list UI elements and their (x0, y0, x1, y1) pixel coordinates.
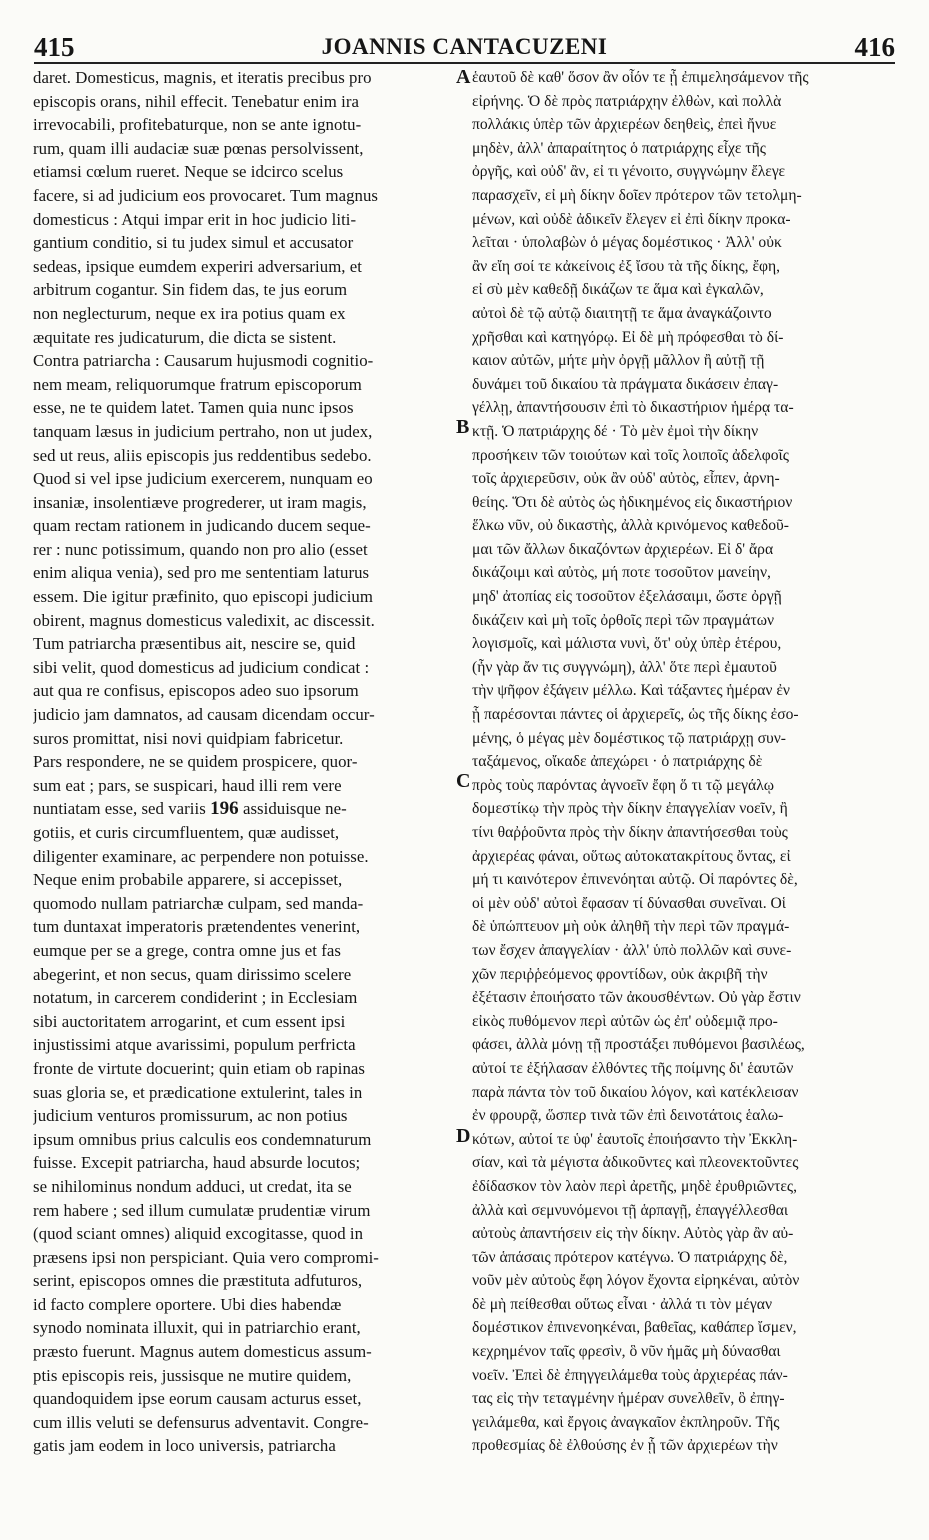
latin-text-segment: assiduisque ne- (242, 799, 347, 819)
latin-text-line: præsens ipsi non perspiciant. Quia vero compromi- (33, 1247, 379, 1267)
greek-text-line: σίαν, καὶ τὰ μέγιστα ἀδικοῦντες καὶ πλεονεκτοῦντες (472, 1154, 799, 1172)
greek-text-line: ἑαυτοῦ δὲ καθ' ὅσον ἂν οἷόν τε ᾖ ἐπιμελησάμενον τῆς (472, 69, 809, 86)
greek-text-line: δὲ ὑπώπτευον μὴ οὐκ ἀληθῆ τὴν περὶ τῶν πραγμά- (472, 918, 790, 936)
latin-text-line: sibi auctoritatem arrogarint, et cum essent ipsi (33, 1011, 346, 1031)
greek-text-line: κτῇ. Ὁ πατριάρχης δέ · Τὸ μὲν ἐμοὶ τὴν δίκην (472, 422, 759, 440)
greek-text-line: θείης. Ὅτι δὲ αὐτὸς ὡς ἠδικημένος εἰς δικαστήριον (472, 493, 793, 511)
greek-text-line: πολλάκις ὑπὲρ τῶν ἀρχιερέων δεηθεὶς, ἐπεὶ ἤνυε (472, 116, 777, 134)
greek-text-line: ᾗ παρέσονται πάντες οἱ ἀρχιερεῖς, ὡς τῆς δίκης ἐσο- (472, 706, 799, 724)
greek-text-line: ἀρχιερέας φάναι, οὕτως αὐτοκατακρίτους ὄντας, εἰ (472, 847, 791, 865)
margin-marker-b: B (456, 416, 470, 438)
latin-text-line: judicio jam damnatos, ad causam dicendam occur- (33, 705, 375, 725)
latin-text-line: Tum patriarcha præsentibus ait, nescire se, quid (33, 634, 356, 654)
running-title: JOANNIS CANTACUZENI (321, 34, 608, 59)
latin-text-line: ipsum omnibus prius calculis eos condemnaturum (33, 1129, 372, 1149)
greek-text-line: εἰρήνης. Ὁ δὲ πρὸς πατριάρχην ἐλθὼν, καὶ πολλὰ (472, 92, 782, 110)
greek-text-line: τας εἰς τὴν τεταγμένην ἡμέραν συνελθεῖν, ὃ ἐπηγ- (472, 1390, 785, 1408)
greek-text-line: μένων, καὶ οὐδὲ ἀδικεῖν ἔλεγεν εἰ ἐπὶ δίκην προκα- (472, 210, 791, 228)
latin-text-line: notatum, in carcerem condiderint ; in Ecclesiam (33, 988, 358, 1008)
latin-text-line: æquitate res judicaturum, die dicta se sistent. (33, 327, 337, 347)
latin-text-line: obirent, magnus domesticus valedixit, ac discessit. (33, 610, 375, 630)
latin-text-line: quam rectam rationem in judicando ducem seque- (33, 516, 371, 536)
greek-text-line: γειλάμεθα, καὶ ἔργοις ἀναγκαῖον ἐκπληροῦν. Τῆς (472, 1413, 780, 1431)
greek-text-line: χρῆσθαι καὶ κατηγόρῳ. Εἰ δὲ μὴ πρόφεσθαι τὸ δί- (472, 328, 784, 346)
greek-text-line: λεῖται · ὑπολαβὼν ὁ μέγας δομέστικος · Ἀλλ' οὐκ (472, 234, 782, 252)
greek-text-line: δομεστίκῳ τὴν πρὸς τὴν δίκην ἐπαγγελίαν νοεῖν, ἢ (472, 800, 788, 818)
latin-text-line: esse, ne te quidem latet. Tamen quia nunc ipsos (33, 398, 354, 418)
latin-text-line: præsto fuerunt. Magnus autem domesticus assum- (33, 1342, 372, 1362)
latin-text-line: sed ut reus, aliis episcopis jus reddentibus sedebo. (33, 445, 372, 465)
latin-text-line: Neque enim probabile apparere, si accepisset, (33, 870, 343, 890)
greek-text-column (472, 66, 900, 1458)
left-page-number: 415 (34, 32, 75, 62)
latin-text-line: suros promittat, nisi novi quidpiam fabricetur. (33, 728, 344, 748)
latin-text-line: (quod sciant omnes) aliquid excogitasse, quod in (33, 1224, 364, 1244)
latin-text-line: judicium venturos promissurum, ac non potius (33, 1106, 348, 1126)
latin-text-line: gantium conditio, si tu judex simul et accusator (33, 233, 354, 253)
latin-text-line: rum, quam illi audaciæ suæ pœnas persolvissent, (33, 138, 364, 158)
latin-text-line: gatis jam eodem in loco universis, patriarcha (33, 1436, 336, 1456)
greek-text-line: οἱ μὲν οὐδ' αὐτοὶ ἔφασαν τί δύνασθαι συνεῖναι. Οἱ (472, 894, 786, 912)
latin-text-line: fuisse. Excepit patriarcha, haud absurde locutos; (33, 1153, 361, 1173)
latin-text-line: abegerint, et non secus, quam dirissimo scelere (33, 964, 352, 984)
latin-text-line: id facto complere oportere. Ubi dies habendæ (33, 1294, 342, 1314)
greek-text-line: ἀλλὰ καὶ σεμνυνόμενοι τῇ ἁρπαγῇ, ἐπαγγέλλεσθαι (472, 1201, 789, 1219)
latin-text-line: serint, episcopos omnes die præstituta adfuturos, (33, 1271, 363, 1291)
greek-text-line: κεχρημένον ταῖς φρεσὶν, ὃ νῦν ἡμᾶς μὴ δύνασθαι (472, 1343, 781, 1361)
latin-text-line: gotiis, et curis circumfluentem, quæ audisset, (33, 823, 340, 842)
latin-text-line: domesticus : Atqui impar erit in hoc judicio liti- (33, 209, 357, 229)
latin-text-line: insaniæ, insolentiæve progrederer, ut iram magis, (33, 492, 367, 512)
greek-text-line: νοεῖν. Ἐπεὶ δὲ ἐπηγγειλάμεθα τοὺς ἀρχιερέας πάν- (472, 1366, 788, 1384)
greek-text-line: ἕλκω νῦν, οὐ δικαστὴς, ἀλλὰ κρινόμενος καθεδοῦ- (472, 517, 789, 535)
greek-text-line: λογισμοῖς, καὶ μάλιστα νυνὶ, ὅτ' οὐχ ὑπὲρ ἑτέρου, (472, 635, 782, 653)
latin-text-line: ptis episcopis reis, jussisque ne mutire quidem, (33, 1365, 352, 1385)
greek-text-line: προσήκειν τῶν τοιούτων καὶ τοῖς λοιποῖς ἀδελφοῖς (472, 446, 789, 464)
greek-text-line: τίνι θαῤῥοῦντα πρὸς τὴν δίκην ἀπαντήσεσθαι τοὺς (472, 824, 788, 841)
latin-text-column (33, 66, 458, 1458)
latin-text-line: injustissimi atque avarissimi, populum perfricta (33, 1035, 356, 1055)
greek-text-line: μαι τῶν ἄλλων δικαζόντων ἀρχιερέων. Εἰ δ' ἄρα (472, 540, 774, 558)
latin-text-line: episcopis orans, nihil effecit. Tenebatur enim ira (33, 91, 359, 111)
greek-text-line: ταξάμενος, οἴκαδε ἀπεχώρει · ὁ πατριάρχης δὲ (472, 753, 763, 771)
latin-text-segment: nuntiatam esse, sed variis (33, 799, 206, 819)
latin-text-line: quomodo nullam patriarchæ culpam, sed manda- (33, 893, 364, 913)
running-header (34, 32, 895, 66)
greek-text-line: χῶν περιῤῥεόμενος φροντίδων, οὐκ ἀκριβῆ τὴν (472, 965, 768, 983)
greek-text-line: μή τι καινότερον ἐπινενόηται αὐτῷ. Οἱ παρόντες δὲ, (472, 871, 798, 889)
greek-text-line: ὀργῆς, καὶ οὐδ' ἂν, εἰ τι γένοιτο, συγγνώμην ἔλεγε (472, 163, 786, 181)
latin-text-line: se nihilominus nondum adduci, ut credat, ita se (33, 1176, 352, 1196)
greek-text-line: αὐτοὶ δὲ τῷ αὐτῷ διαιτητῇ τε ἅμα ἀναγκάζοιντο (472, 304, 772, 322)
greek-text-line: μηδὲν, ἀλλ' ἀπαραίτητος ὁ πατριάρχης εἶχε τῆς (472, 139, 766, 157)
latin-text-line: Pars respondere, ne se quidem prospicere, quor- (33, 752, 358, 772)
latin-text-line: arbitrum cogantur. Sin fidem das, te jus eorum (33, 280, 348, 300)
latin-text-line: synodo nominata illuxit, qui in patriarchio erant, (33, 1318, 361, 1338)
greek-text-line: καιον αὐτῶν, μήτε μὴν ὀργῇ μᾶλλον ἢ αὐτῇ τῇ (472, 352, 765, 370)
greek-text-line: πρὸς τοὺς παρόντας ἀγνοεῖν ἔφη ὅ τι τῷ μεγάλῳ (472, 776, 775, 794)
latin-text-line: tum duntaxat imperatoris prætendentes venerint, (33, 917, 361, 937)
latin-text-line: rer : nunc potissimum, quando non pro alio (esset (33, 539, 368, 559)
folio-number: 196 (210, 798, 239, 820)
greek-text-line: δομέστικον ἐπινενοηκέναι, βαθεῖας, καθάπερ ἴσμεν, (472, 1319, 797, 1337)
latin-text-line: sibi velit, quod domesticus ad judicium condicat : (33, 657, 370, 677)
latin-text-line: suas gloria se, et prædicatione extulerint, tales in (33, 1082, 363, 1102)
greek-text-line: φάσει, ἀλλὰ μόνῃ τῇ προστάξει πυθόμενοι βασιλέως, (472, 1036, 805, 1054)
greek-text-line: ἐν φρουρᾷ, ὥσπερ τινὰ τῶν ἐπὶ δεινοτάτοις ἑαλω- (472, 1107, 784, 1125)
margin-marker-a: A (456, 66, 471, 88)
latin-text-line: eumque per se a grege, contra omne jus et fas (33, 940, 341, 960)
greek-text-line: μηδ' ἀτοπίας εἰς τοσοῦτον ἐξελάσαιμι, ὥστε ὀργῇ (472, 588, 782, 606)
greek-text-line: παρὰ πάντα τὸν τοῦ δικαίου λόγον, καὶ κατέκλεισαν (472, 1083, 799, 1101)
latin-text-line: nem meam, reliquorumque fratrum episcoporum (33, 374, 362, 394)
greek-text-line: γέλλῃ, ἀπαντήσουσιν ἐπὶ τὸ δικαστήριον ἡμέρᾳ τα- (472, 399, 794, 417)
latin-text-line: fronte de virtute docuerint; quin etiam ob rapinas (33, 1058, 365, 1078)
greek-text-line: αὐτοί τε ἐξήλασαν ἐλθόντες τῆς ποίμνης δι' ἑαυτῶν (472, 1059, 794, 1077)
latin-text-line: aut qua re confisus, episcopos adeo suo ipsorum (33, 681, 359, 701)
greek-text-line: των ἔσχεν ἀπαγγελίαν · ἀλλ' ὑπὸ πολλῶν καὶ συνε- (472, 941, 792, 959)
greek-text-line: τοῖς ἀρχιερεῦσιν, οὐκ ἂν οὐδ' αὐτὸς, εἶπεν, ἀρνη- (472, 470, 780, 488)
margin-marker-c: C (456, 770, 471, 792)
latin-text-line (33, 797, 458, 821)
greek-text-line: εἰκὸς πυθόμενον περὶ αὐτῶν ὡς ἐπ' οὐδεμιᾷ προ- (472, 1012, 778, 1030)
greek-text-line: αὐτοὺς ἀπαντήσειν εἰς τὴν δίκην. Αὐτὸς γὰρ ἂν αὐ- (472, 1225, 794, 1243)
latin-text-line: rem habere ; sed illum cumulatæ prudentiæ virum (33, 1200, 371, 1220)
greek-text-line: μένης, ὁ μέγας μὲν δομέστικος τῷ πατριάρχῃ συν- (472, 729, 786, 747)
latin-text-line: diligenter examinare, ac perpendere non potuisse. (33, 846, 369, 866)
greek-text-line: τῶν ἁπάσαις πρότερον κατέγνω. Ὁ πατριάρχης δὲ, (472, 1248, 788, 1266)
greek-text-line: νοῦν μὲν αὐτοὺς ἔφη λόγον ἔχοντα εἰρηκέναι, αὐτὸν (472, 1272, 800, 1290)
latin-text-line: quandoquidem ipse eorum causam acturus esset, (33, 1389, 362, 1409)
greek-text-line: δὲ μὴ πείθεσθαι οὕτως εἶναι · ἀλλά τι τὸν μέγαν (472, 1295, 773, 1313)
latin-text-line: Quod si vel ipse judicium exercerem, nunquam eo (33, 469, 373, 489)
greek-text-line: ἐδίδασκον τὸν λαὸν περὶ ἀρετῆς, μηδὲ ἐρυθριῶντες, (472, 1177, 797, 1195)
right-page-number: 416 (854, 32, 895, 62)
greek-text-line: δικάζοιμι καὶ αὐτὸς, μή ποτε τοσοῦτον μανείην, (472, 564, 771, 582)
greek-text-line: κότων, αὐτοί τε ὑφ' ἑαυτοῖς ἐποιήσαντο τὴν Ἐκκλη- (472, 1130, 798, 1148)
greek-text-line: (ἦν γὰρ ἄν τις συγγνώμη), ἀλλ' ὅτε περὶ ἐμαυτοῦ (472, 658, 777, 676)
latin-text-line: non neglecturum, neque ex ira potius quam ex (33, 303, 346, 323)
greek-text-line: εἰ σὺ μὲν καθεδῇ δικάζων τε ἅμα καὶ ἐγκαλῶν, (472, 281, 764, 299)
latin-text-line: facere, si ad judicium eos provocaret. Tum magnus (33, 185, 378, 205)
greek-text-line: ἂν εἴη σοί τε κἀκείνοις ἐξ ἴσου τὰ τῆς δίκης, ἔφη, (472, 257, 781, 275)
greek-text-line: δικάζειν καὶ μὴ τοῖς ὀρθοῖς περὶ τῶν πραγμάτων (472, 611, 775, 629)
latin-text-line: enim aliqua venia), sed pro me sententiam laturus (33, 563, 370, 583)
greek-text-line: τὴν ψῆφον ἐξάγειν μέλλω. Καὶ τάξαντες ἡμέραν ἐν (472, 682, 790, 700)
latin-text-line: irrevocabili, profitebaturque, non se ante ignotu- (33, 115, 362, 135)
latin-text-line: daret. Domesticus, magnis, et iteratis precibus pro (33, 68, 372, 87)
latin-text-line: tanquam læsus in judicium pertraho, non ut judex, (33, 421, 373, 441)
greek-text-line: προθεσμίας δὲ ἐλθούσης ἐν ᾗ τῶν ἀρχιερέων τὴν (472, 1437, 778, 1455)
greek-text-line: παρασχεῖν, εἰ μὴ δίκην δοῖεν πρότερον τῶν τετολμη- (472, 186, 802, 204)
greek-text-line: ἐξέτασιν ἐποιήσατο τῶν ἀκουσθέντων. Οὐ γὰρ ἔστιν (472, 989, 801, 1007)
greek-text-line: δυνάμει τοῦ δικαίου τὰ πράγματα δικάσειν ἐπαγ- (472, 375, 779, 393)
latin-text-line: Contra patriarcha : Causarum hujusmodi cognitio- (33, 351, 374, 371)
latin-text-line: cum illis veluti se defensurus adventavit. Congre- (33, 1412, 369, 1432)
latin-text-line: sum eat ; pars, se suspicari, haud illi rem vere (33, 775, 342, 795)
header-rule (34, 62, 895, 64)
latin-text-line: sedeas, ipsique eumdem experiri adversarium, et (33, 256, 363, 276)
margin-marker-d: D (456, 1125, 471, 1147)
latin-text-line: etiamsi cœlum rueret. Neque se idcirco scelus (33, 162, 344, 182)
latin-text-line: essem. Die igitur præfinito, quo episcopi judicium (33, 587, 373, 607)
